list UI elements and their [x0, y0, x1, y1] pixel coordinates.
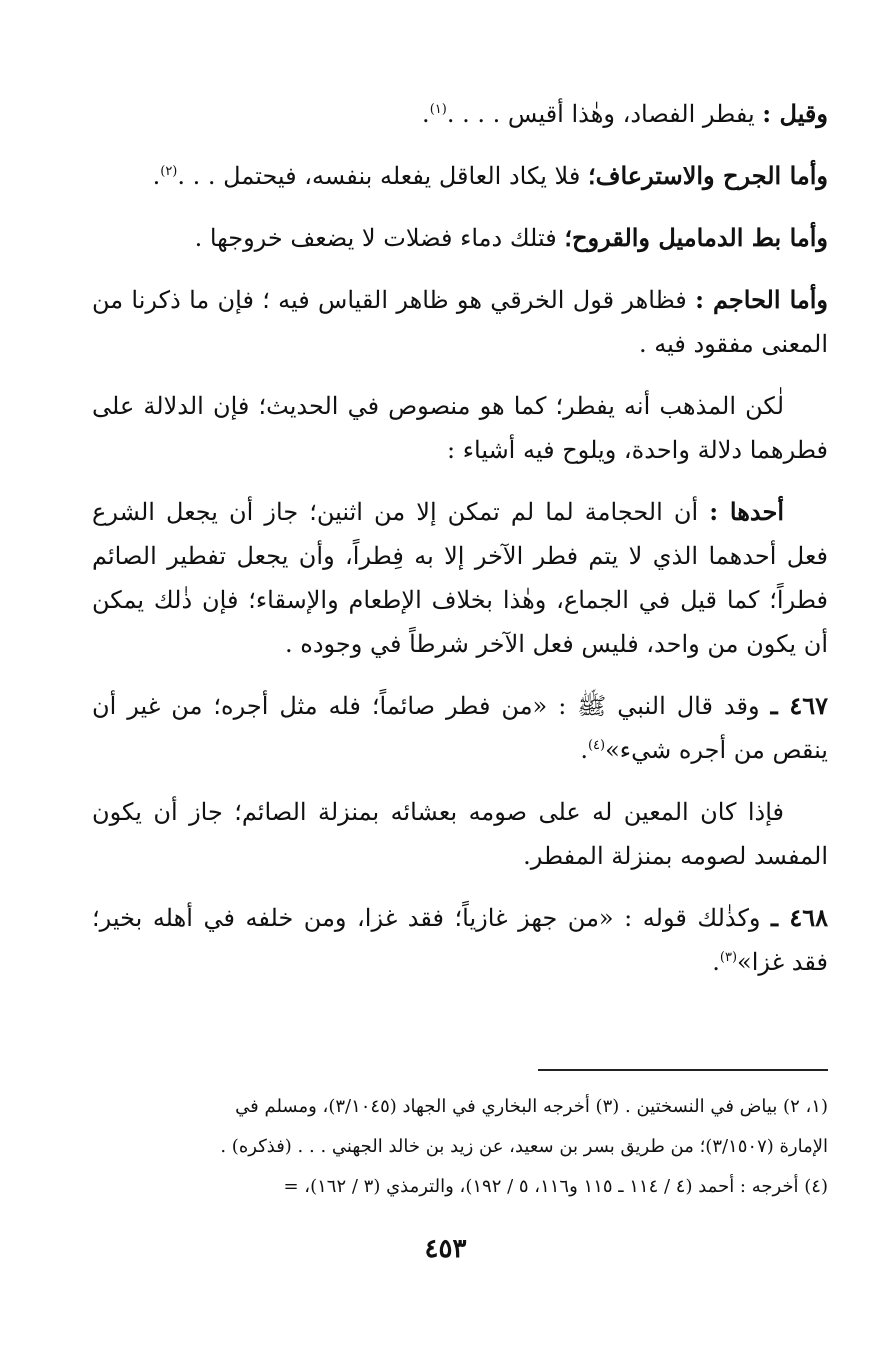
paragraph-text: أن الحجامة لما لم تمكن إلا من اثنين؛ جاز أن يجعل الشرع فعل أحدهما الذي لا يتم فطر الآخر إلا به فِطراً، وأن يجعل تفطير الصائم فطراً؛ كما قيل في الجماع، وهٰذا بخلاف الإطعام والإسقاء؛ فإن ذٰلك يمكن أن يكون من واحد، فليس فعل الآخر شرطاً في وجوده .: [92, 498, 828, 658]
footnote-ref: (٤): [587, 738, 606, 753]
page-number: ٤٥٣: [424, 1234, 467, 1264]
paragraph-text: فتلك دماء فضلات لا يضعف خروجها .: [194, 224, 565, 252]
paragraph-text: فظاهر قول الخرقي هو ظاهر القياس فيه ؛ فإن ما ذكرنا من المعنى مفقود فيه .: [92, 286, 828, 358]
paragraph-text: يفطر الفصاد، وهٰذا أقيس . . . .: [446, 100, 763, 128]
paragraph-lead: وأما بط الدماميل والقروح؛: [564, 223, 828, 252]
paragraph-text: فلا يكاد العاقل يفعله بنفسه، فيحتمل . . .: [177, 162, 588, 190]
hadith-467: [92, 684, 828, 772]
paragraph-fasd: [92, 92, 828, 136]
hadith-468: [92, 896, 828, 984]
paragraph-tail: .: [152, 162, 161, 190]
footnote-ref: (١): [429, 102, 447, 117]
footnote-ref: (٢): [160, 164, 178, 179]
paragraph-tail: .: [580, 736, 588, 764]
paragraph-tail: .: [422, 100, 430, 128]
footnote-ref: (٣): [719, 950, 738, 965]
paragraph-text: فإذا كان المعين له على صومه بعشائه بمنزلة الصائم؛ جاز أن يكون المفسد لصومه بمنزلة المفطر.: [92, 798, 828, 870]
paragraph-lead: أحدها :: [709, 497, 784, 526]
paragraph-ahaduha: [92, 490, 828, 666]
paragraph-jarh: [92, 154, 828, 198]
footnote-line: الإمارة (٣/١٥٠٧)؛ من طريق بسر بن سعيد، عن زيد بن خالد الجهني . . . (فذكره) .: [220, 1136, 828, 1157]
paragraph-lead: وأما الحاجم :: [695, 285, 828, 314]
hadith-number: ٤٦٨ ـ: [771, 903, 829, 932]
hadith-number: ٤٦٧ ـ: [770, 691, 829, 720]
footnote-line: (٤) أخرجه : أحمد (٤ / ١١٤ ـ ١١٥ و١١٦، ٥ / ١٩٢)، والترمذي (٣ / ١٦٢)، =: [283, 1176, 828, 1197]
footnotes: [92, 1087, 828, 1207]
paragraph-tail: .: [712, 948, 720, 976]
paragraph-text: وقد قال النبي ﷺ : «من فطر صائماً؛ فله مثل أجره؛ من غير أن ينقص من أجره شيء»: [92, 692, 828, 764]
paragraph-dumail: [92, 216, 828, 260]
footnote-separator: [538, 1069, 828, 1071]
footnote-line: (١، ٢) بياض في النسختين . (٣) أخرجه البخاري في الجهاد (٣/١٠٤٥)، ومسلم في: [235, 1096, 828, 1117]
page-body: [92, 92, 829, 1197]
paragraph-hajim: [92, 278, 828, 366]
paragraph-lead: وقيل :: [762, 99, 828, 128]
paragraph-text: وكذٰلك قوله : «من جهز غازياً؛ فقد غزا، ومن خلفه في أهله بخير؛ فقد غزا»: [92, 904, 828, 976]
paragraph-text: لٰكن المذهب أنه يفطر؛ كما هو منصوص في الحديث؛ فإن الدلالة على فطرهما دلالة واحدة، ويلوح فيه أشياء :: [92, 392, 828, 464]
paragraph-muin: [92, 790, 828, 878]
paragraph-madhhab: [92, 384, 828, 472]
paragraph-lead: وأما الجرح والاسترعاف؛: [587, 161, 828, 190]
